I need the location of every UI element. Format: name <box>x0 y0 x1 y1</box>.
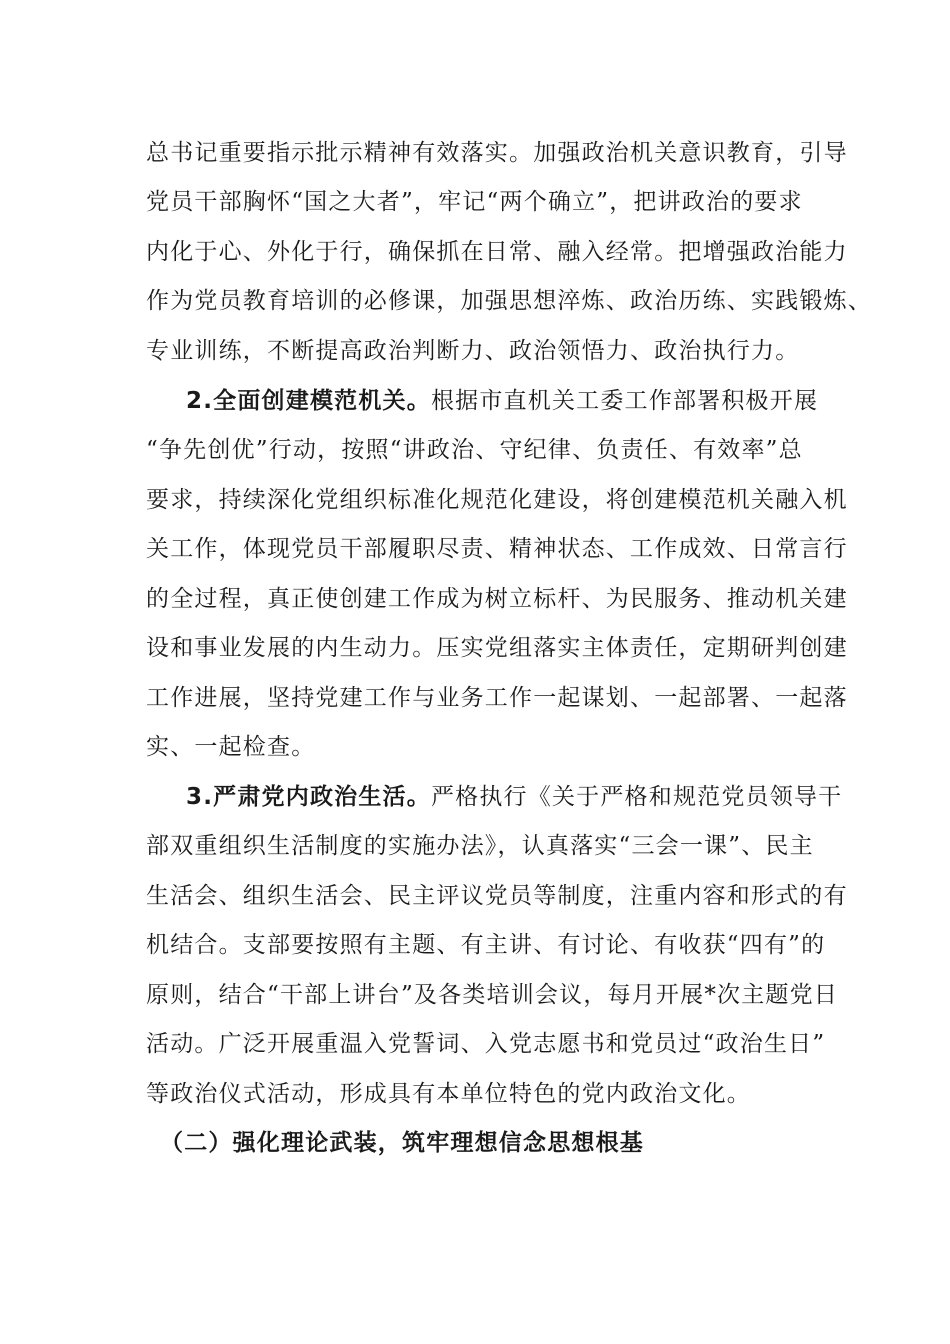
para3-line-5: 原则，结合“干部上讲台”及各类培训会议，每月开展*次主题党日 <box>146 982 839 1008</box>
para1-line-3: 内化于心、外化于行，确保抓在日常、融入经常。把增强政治能力 <box>146 239 848 265</box>
para3-line-4: 机结合。支部要按照有主题、有主讲、有讨论、有收获“四有”的 <box>146 932 826 958</box>
para2-line-7: 工作进展，坚持党建工作与业务工作一起谋划、一起部署、一起落 <box>146 685 848 711</box>
para2-line-2: “争先创优”行动，按照“讲政治、守纪律、负责任、有效率”总 <box>146 437 803 463</box>
para1-line-2: 党员干部胸怀“国之大者”，牢记“两个确立”，把讲政治的要求 <box>146 189 803 215</box>
para3-line-6: 活动。广泛开展重温入党誓词、入党志愿书和党员过“政治生日” <box>146 1031 826 1057</box>
para3-line-1 <box>186 782 842 812</box>
section-heading: （二）强化理论武装，筑牢理想信念思想根基 <box>160 1130 644 1156</box>
para3-line-3: 生活会、组织生活会、民主评议党员等制度，注重内容和形式的有 <box>146 883 848 909</box>
para3-first-line-text: 严格执行《关于严格和规范党员领导干 <box>430 784 843 810</box>
para2-line-3: 要求，持续深化党组织标准化规范化建设，将创建模范机关融入机 <box>146 487 848 513</box>
para2-line-8: 实、一起检查。 <box>146 734 316 760</box>
para3-line-2: 部双重组织生活制度的实施办法》，认真落实“三会一课”、民主 <box>146 833 814 859</box>
para2-first-line-text: 根据市直机关工委工作部署积极开展 <box>430 388 819 414</box>
para3-line-7: 等政治仪式活动，形成具有本单位特色的党内政治文化。 <box>146 1081 751 1107</box>
para2-heading: 2.全面创建模范机关。 <box>186 388 431 414</box>
para2-line-6: 设和事业发展的内生动力。压实党组落实主体责任，定期研判创建 <box>146 635 848 661</box>
para2-line-4: 关工作，体现党员干部履职尽责、精神状态、工作成效、日常言行 <box>146 536 848 562</box>
para1-line-5: 专业训练，不断提高政治判断力、政治领悟力、政治执行力。 <box>146 338 800 364</box>
para2-line-1 <box>186 386 818 416</box>
para1-line-4: 作为党员教育培训的必修课，加强思想淬炼、政治历练、实践锻炼、 <box>146 288 872 314</box>
para1-line-1: 总书记重要指示批示精神有效落实。加强政治机关意识教育，引导 <box>146 140 848 166</box>
para3-heading: 3.严肃党内政治生活。 <box>186 784 431 810</box>
para2-line-5: 的全过程，真正使创建工作成为树立标杆、为民服务、推动机关建 <box>146 586 848 612</box>
